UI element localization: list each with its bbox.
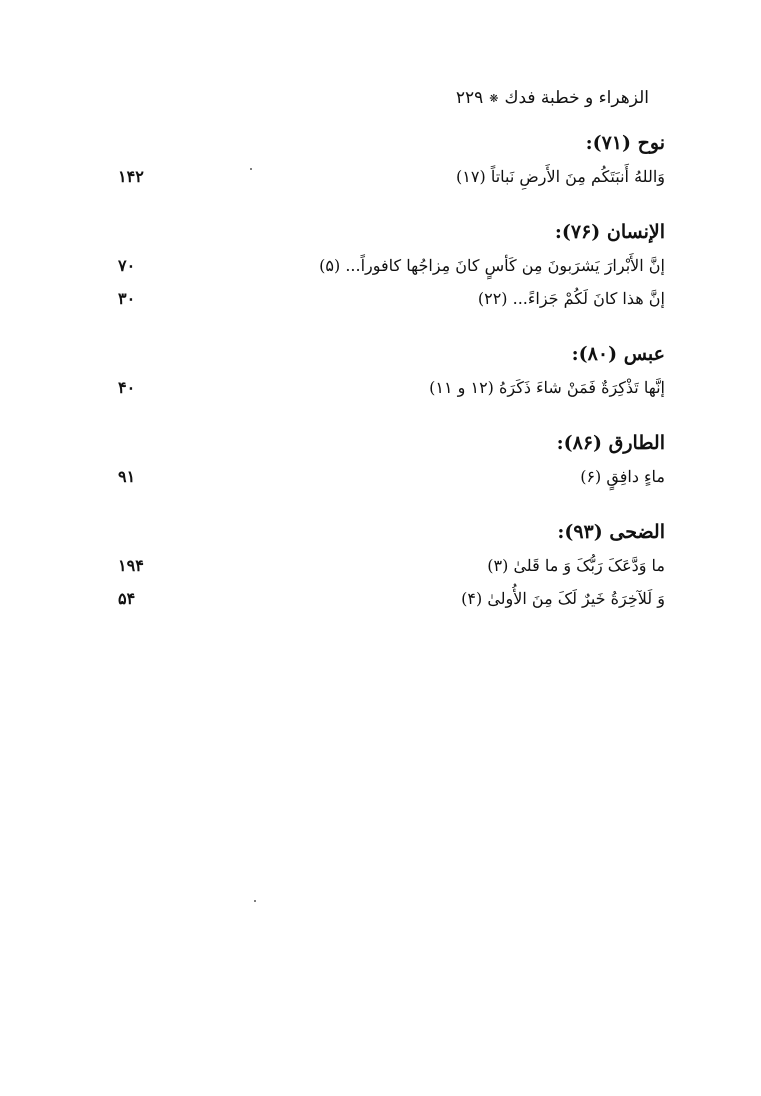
verse-text: إنَّ هذا كانَ لَكُمْ جَزاءً... (۲۲) (477, 289, 665, 308)
verse-row (118, 249, 665, 282)
verse-row (118, 160, 665, 193)
scan-speck (250, 168, 252, 170)
page-number: ۲۲۹ (455, 88, 484, 108)
running-header-title: الزهراء و خطبة فدك (504, 88, 649, 108)
surah-section (118, 337, 665, 404)
ornament-separator: ❋ (489, 92, 499, 105)
verse-page-ref: ۱۹۴ (118, 556, 144, 575)
verse-page-ref: ۴۰ (118, 378, 136, 397)
surah-title: نوح (۷۱): (585, 132, 665, 154)
verse-page-ref: ۵۴ (118, 589, 136, 608)
verse-text: وَاللهُ أَنبَتَکُم مِنَ الأَرضِ نَباتاً (۱۷) (456, 167, 665, 186)
verse-row (118, 371, 665, 404)
verse-text: إنَّها تَذْكِرَةٌ فَمَنْ شاءَ ذَكَرَهُ (۱۲ و ۱۱) (429, 378, 665, 397)
surah-section (118, 126, 665, 193)
surah-section (118, 426, 665, 493)
verse-page-ref: ۹۱ (118, 467, 136, 486)
surah-title: الضحی (۹۳): (557, 521, 665, 543)
verse-row (118, 582, 665, 615)
verse-page-ref: ۱۴۲ (118, 167, 144, 186)
verse-row (118, 460, 665, 493)
surah-title: الإنسان (۷۶): (554, 221, 665, 243)
surah-section (118, 515, 665, 615)
surah-title: عبس (۸۰): (571, 343, 665, 365)
verse-text: ماءٍ دافِقٍ (۶) (580, 467, 665, 486)
verse-row (118, 549, 665, 582)
scan-speck (254, 900, 256, 902)
verse-text: ما وَدَّعَکَ رَبُّکَ وَ ما قَلیٰ (۳) (487, 556, 665, 575)
running-header (456, 88, 649, 108)
verse-text: وَ لَلآخِرَةُ خَیرٌ لَکَ مِنَ الأُولیٰ (۴) (461, 589, 665, 608)
surah-title: الطارق (۸۶): (556, 432, 665, 454)
verse-page-ref: ۳۰ (118, 289, 136, 308)
surah-section (118, 215, 665, 315)
verse-text: إنَّ الأَبْرارَ يَشرَبونَ مِن كَأسٍ كانَ مِزاجُها كافوراً... (۵) (319, 256, 665, 275)
verse-row (118, 282, 665, 315)
index-content (118, 126, 665, 637)
verse-page-ref: ۷۰ (118, 256, 136, 275)
